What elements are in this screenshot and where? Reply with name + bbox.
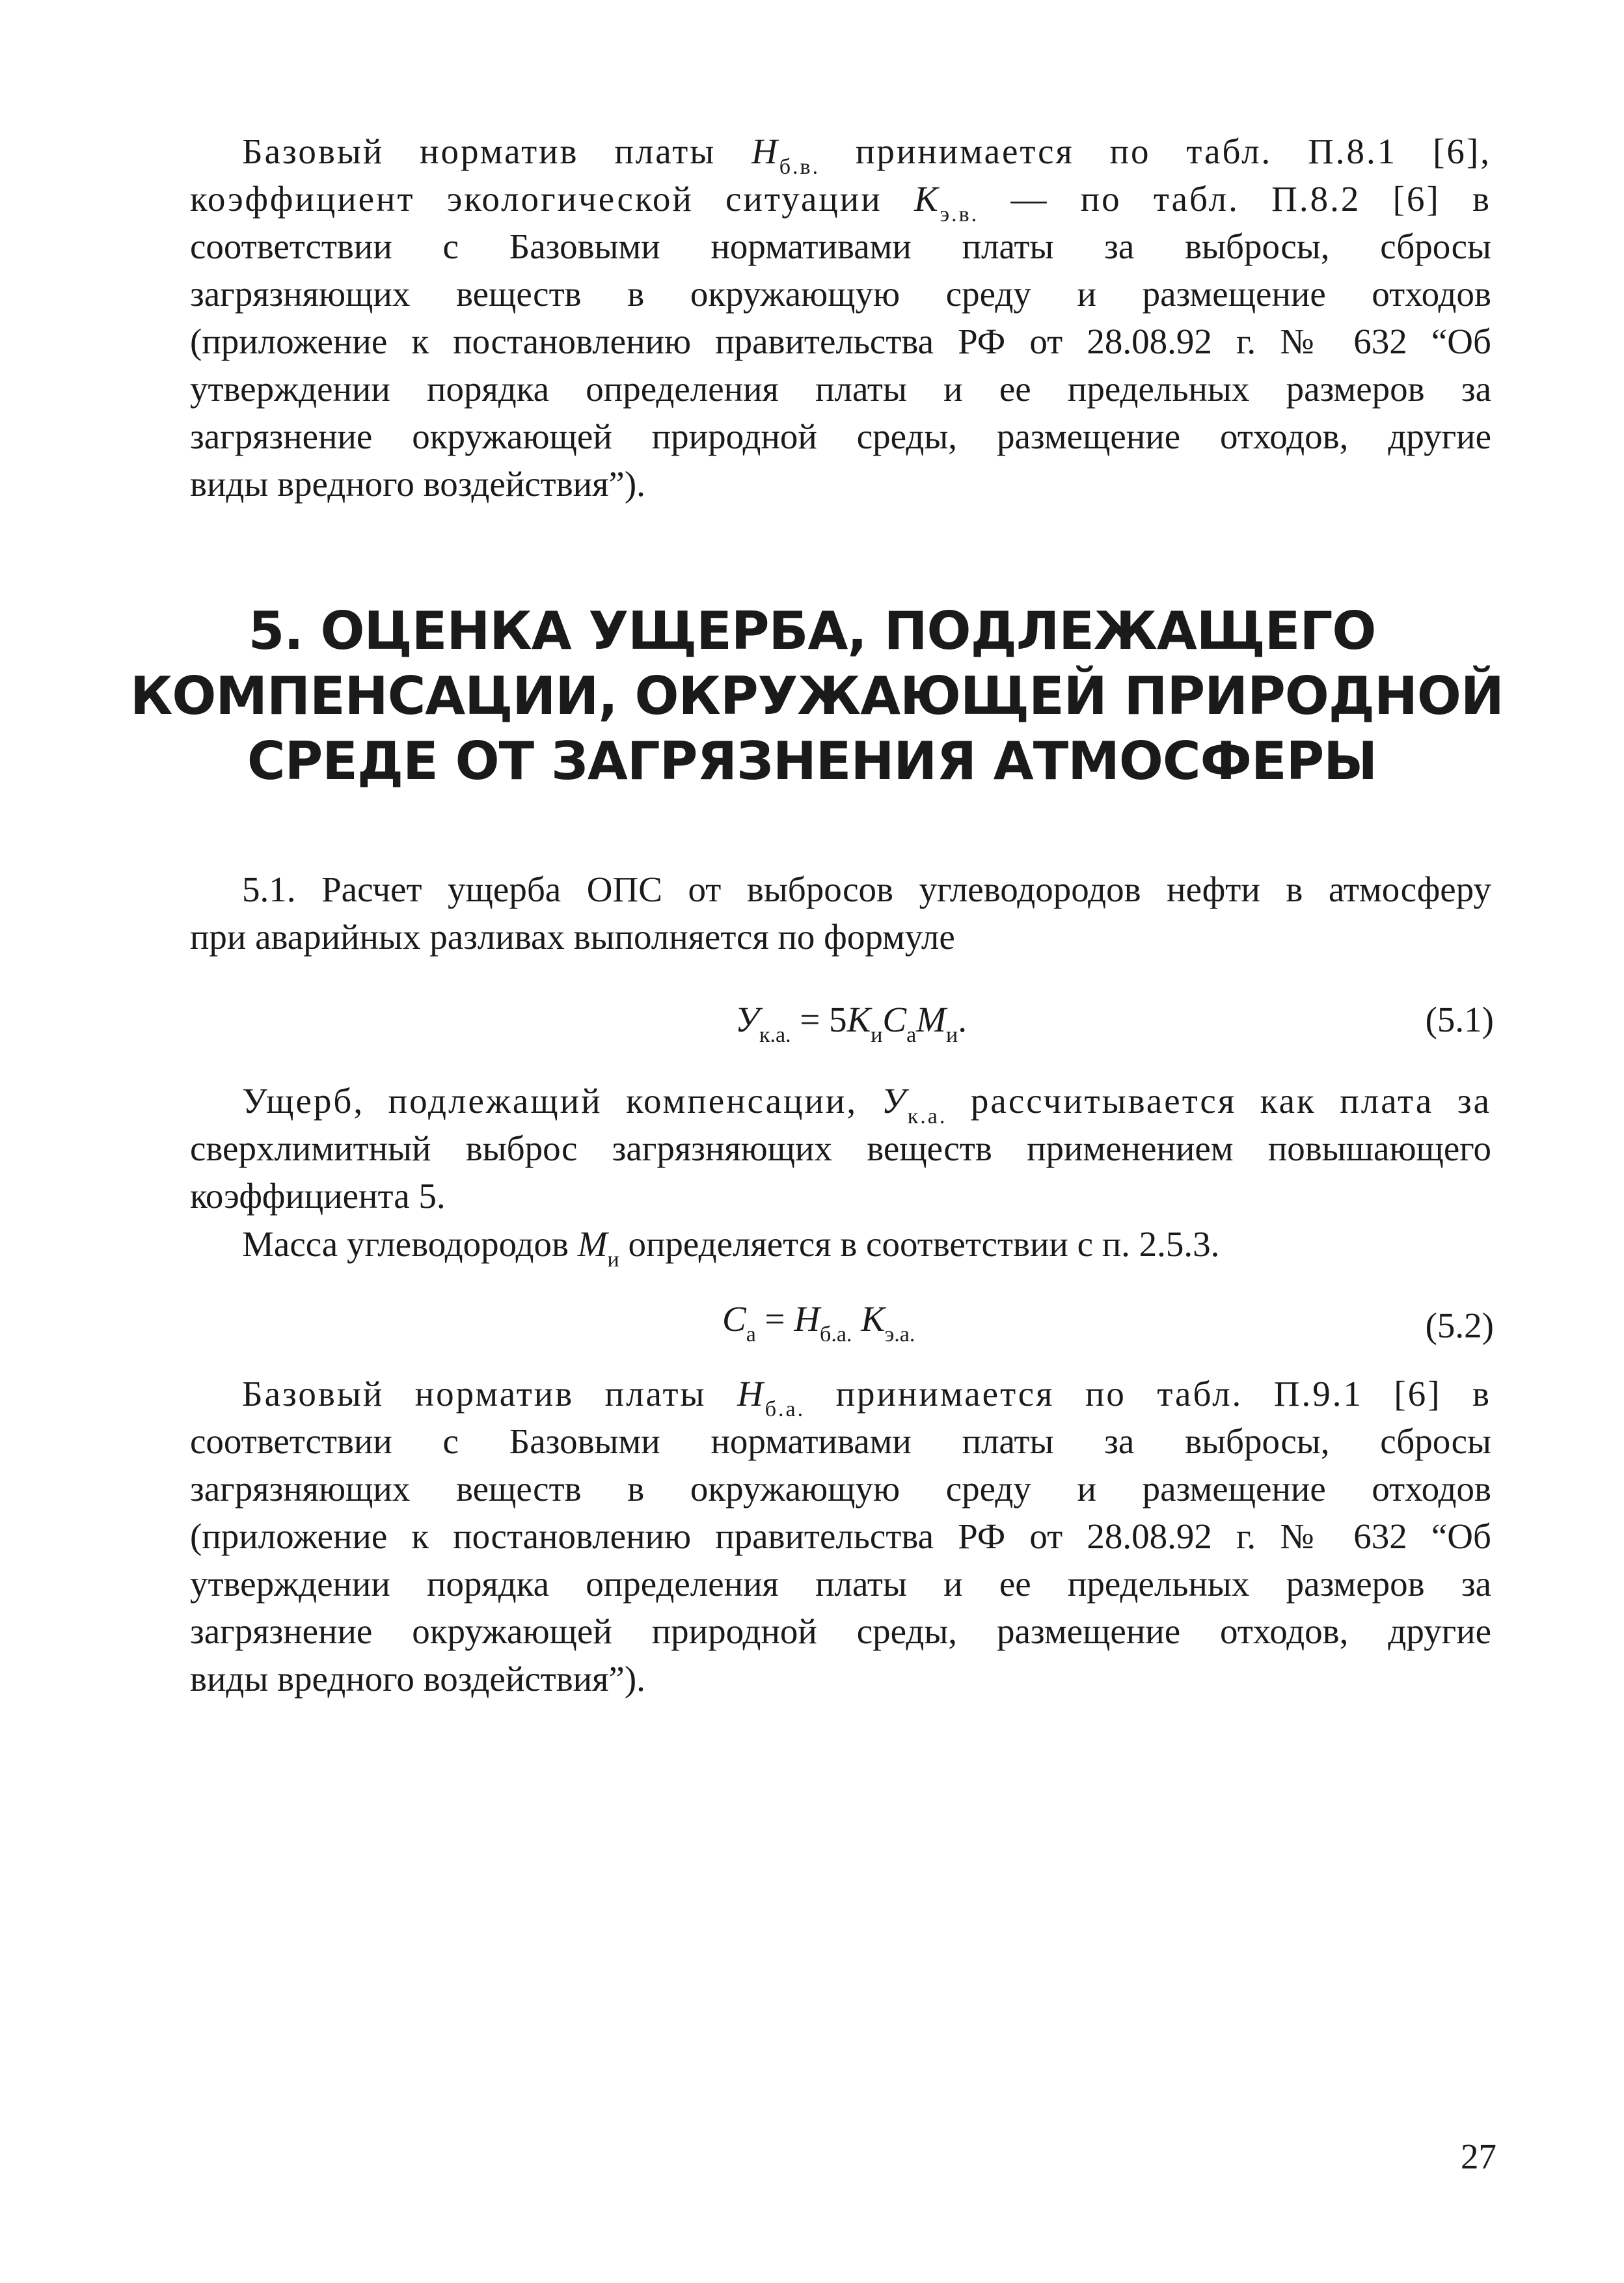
- text-fragment: определяется в соответствии с п. 2.5.3.: [628, 1224, 1220, 1264]
- text-line: загрязнение окружающей природной среды, размещение отходов, другие: [190, 1611, 1491, 1651]
- text-line: соответствии с Базовыми нормативами платы за выбросы, сбросы: [190, 1421, 1491, 1461]
- paragraph-base-rate-8: [190, 128, 1491, 508]
- text-line: [190, 1220, 1491, 1272]
- symbol-n: $Н_{б.а.}$: [737, 1374, 805, 1421]
- text-fragment: рассчитывается как плата за: [970, 1081, 1492, 1121]
- formula-5-1: $У_{к.а.} = 5К_иС_аМ_и$.: [735, 1000, 967, 1047]
- text-line: [190, 175, 1492, 226]
- text-line: соответствии с Базовыми нормативами платы за выбросы, сбросы: [190, 226, 1491, 266]
- text-line: (приложение к постановлению правительства РФ от 28.08.92 г. № 632 “Об: [190, 321, 1491, 361]
- text-line: виды вредного воздействия”).: [190, 464, 645, 504]
- text-line: утверждении порядка определения платы и ее предельных размеров за: [190, 369, 1491, 409]
- heading-line: КОМПЕНСАЦИИ, ОКРУЖАЮЩЕЙ ПРИРОДНОЙ: [130, 666, 1504, 726]
- equation-number: (5.2): [1425, 1306, 1494, 1345]
- text-line: при аварийных разливах выполняется по формуле: [190, 917, 955, 957]
- heading-line: СРЕДЕ ОТ ЗАГРЯЗНЕНИЯ АТМОСФЕРЫ: [247, 731, 1377, 791]
- symbol-m: $М_и$: [577, 1224, 619, 1272]
- formula-5-2: $С_а = Н_{б.а.}$ $К_{э.а.}$: [722, 1299, 915, 1347]
- text-line: загрязняющих веществ в окружающую среду и размещение отходов: [190, 1469, 1491, 1509]
- text-fragment: — по табл. П.8.2 [6] в: [1010, 179, 1492, 219]
- paragraph-damage: [190, 1077, 1491, 1220]
- heading-line: 5. ОЦЕНКА УЩЕРБА, ПОДЛЕЖАЩЕГО: [248, 601, 1376, 661]
- paragraph-base-rate-9: [190, 1370, 1491, 1702]
- text-fragment: Ущерб, подлежащий компенсации,: [242, 1081, 858, 1121]
- text-fragment: принимается по табл. П.8.1 [6],: [855, 131, 1491, 171]
- symbol-u: $У_{к.а.}$: [881, 1081, 947, 1128]
- section-heading: [130, 599, 1504, 794]
- symbol-k: $К_{э.в.}$: [914, 179, 979, 226]
- text-line: [190, 1370, 1491, 1421]
- text-fragment: принимается по табл. П.9.1 [6] в: [835, 1374, 1491, 1414]
- text-line: [190, 128, 1491, 179]
- text-line: виды вредного воздействия”).: [190, 1659, 645, 1699]
- text-line: загрязняющих веществ в окружающую среду и размещение отходов: [190, 274, 1491, 314]
- text-line: коэффициента 5.: [190, 1176, 446, 1216]
- page-number: 27: [1461, 2137, 1496, 2176]
- text-line: (приложение к постановлению правительства РФ от 28.08.92 г. № 632 “Об: [190, 1516, 1491, 1556]
- equation-number: (5.1): [1425, 1000, 1494, 1039]
- paragraph-5-1: [190, 866, 1491, 961]
- text-fragment: Базовый норматив платы: [242, 131, 716, 171]
- symbol-n: $Н_{б.в.}$: [751, 131, 820, 179]
- text-line: утверждении порядка определения платы и ее предельных размеров за: [190, 1564, 1491, 1604]
- paragraph-mass: [190, 1220, 1491, 1272]
- text-fragment: Базовый норматив платы: [242, 1374, 707, 1414]
- text-fragment: коэффициент экологической ситуации: [190, 179, 882, 219]
- text-line: сверхлимитный выброс загрязняющих веществ применением повышающего: [190, 1128, 1491, 1168]
- text-line: 5.1. Расчет ущерба ОПС от выбросов углеводородов нефти в атмосферу: [242, 869, 1491, 909]
- text-line: загрязнение окружающей природной среды, размещение отходов, другие: [190, 417, 1491, 456]
- text-line: [190, 1077, 1492, 1128]
- text-fragment: Масса углеводородов: [242, 1224, 569, 1264]
